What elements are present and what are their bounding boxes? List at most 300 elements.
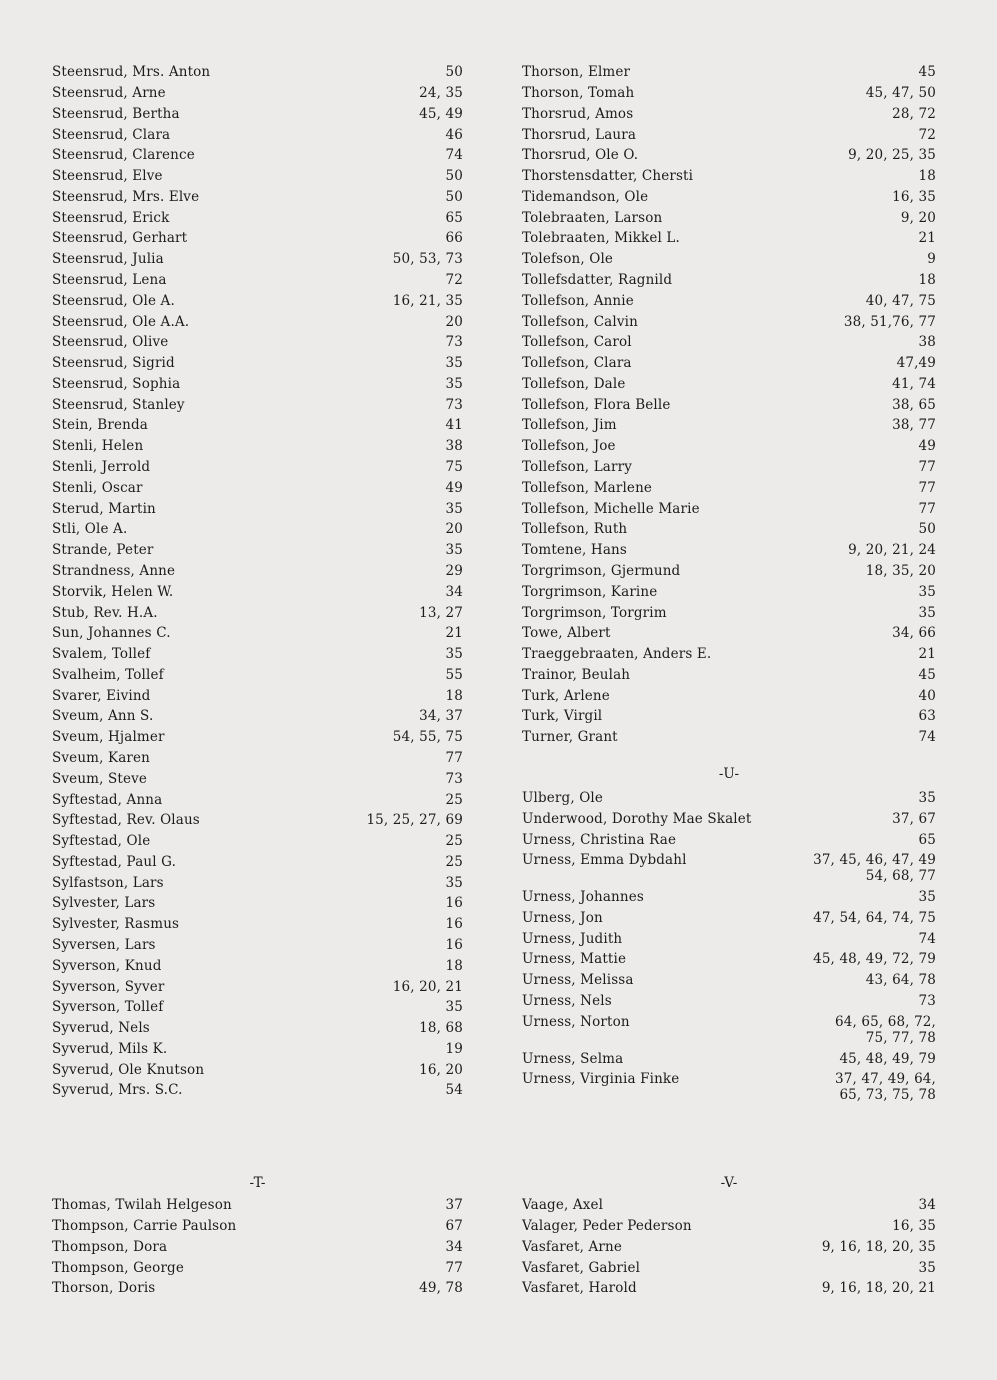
index-entry — [522, 478, 936, 499]
index-entry — [522, 602, 936, 623]
index-entry — [522, 436, 936, 457]
index-entry — [522, 1216, 936, 1237]
entry-name: Steensrud, Sophia — [52, 375, 181, 392]
index-entry — [522, 908, 936, 929]
entry-pages: 38, 51,76, 77 — [843, 313, 936, 330]
entry-name: Sterud, Martin — [52, 500, 156, 517]
entry-name: Thorson, Elmer — [522, 64, 631, 81]
entry-name: Thorsrud, Ole O. — [522, 147, 639, 164]
entry-name: Steensrud, Ole A.A. — [52, 313, 190, 330]
index-entry — [52, 706, 463, 727]
entry-name: Tolefson, Ole — [522, 251, 614, 268]
entry-pages: 25 — [445, 791, 463, 808]
index-entry — [52, 1080, 463, 1101]
entry-name: Sveum, Ann S. — [52, 708, 154, 725]
entry-pages: 16, 20, 21 — [392, 978, 463, 995]
index-entry — [52, 1237, 463, 1258]
entry-pages: 28, 72 — [892, 105, 936, 122]
entry-pages: 9, 16, 18, 20, 35 — [821, 1238, 936, 1255]
index-entry — [522, 457, 936, 478]
entry-name: Thorstensdatter, Chersti — [522, 168, 694, 185]
entry-name: Syversen, Lars — [52, 937, 156, 953]
entry-pages: 9, 16, 18, 20, 21 — [821, 1280, 936, 1297]
entry-pages: 45, 47, 50 — [865, 84, 936, 101]
index-entry — [522, 291, 936, 312]
index-entry — [522, 207, 936, 228]
entry-pages: 34, 37 — [419, 708, 463, 725]
entry-name: Trainor, Beulah — [522, 666, 631, 683]
index-entry — [52, 1060, 463, 1081]
entry-pages: 37, 45, 46, 47, 49 54, 68, 77 — [813, 852, 936, 885]
index-entry — [522, 809, 936, 830]
entry-name: Urness, Selma — [522, 1050, 624, 1067]
entry-pages: 29 — [445, 562, 463, 579]
entry-name: Steensrud, Clara — [52, 126, 171, 143]
section-heading-u: -U- — [718, 765, 740, 782]
entry-pages: 25 — [445, 853, 463, 870]
entry-pages: 77 — [918, 500, 936, 517]
entry-name: Tollefson, Calvin — [522, 313, 638, 330]
entry-pages: 74 — [445, 147, 463, 164]
index-entry — [52, 665, 463, 686]
index-entry — [52, 83, 463, 104]
entry-pages: 73 — [445, 396, 463, 413]
entry-pages: 35 — [918, 604, 936, 621]
index-entry — [52, 249, 463, 270]
index-entry — [52, 187, 463, 208]
index-entry — [522, 561, 936, 582]
section-v-list — [522, 1195, 936, 1299]
entry-name: Syverud, Nels — [52, 1020, 150, 1037]
entry-name: Stein, Brenda — [52, 417, 148, 434]
entry-pages: 63 — [918, 708, 936, 725]
entry-name: Sylfastson, Lars — [52, 874, 164, 891]
entry-name: Steensrud, Lena — [52, 272, 167, 288]
entry-pages: 73 — [918, 993, 936, 1009]
entry-name: Syftestad, Ole — [52, 833, 151, 850]
index-entry — [52, 228, 463, 249]
entry-name: Urness, Judith — [522, 930, 623, 947]
entry-pages: 77 — [445, 1259, 463, 1276]
entry-name: Urness, Nels — [522, 993, 612, 1009]
entry-pages: 45, 48, 49, 72, 79 — [813, 951, 936, 968]
index-entry — [522, 665, 936, 686]
entry-name: Thomas, Twilah Helgeson — [52, 1197, 232, 1214]
entry-name: Sveum, Karen — [52, 749, 151, 766]
entry-name: Urness, Mattie — [522, 951, 627, 968]
entry-pages: 35 — [445, 375, 463, 392]
entry-pages: 47,49 — [896, 355, 936, 372]
index-entry — [522, 228, 936, 249]
entry-pages: 50, 53, 73 — [392, 251, 463, 268]
index-entry — [52, 831, 463, 852]
entry-name: Steensrud, Clarence — [52, 147, 195, 164]
entry-name: Syverson, Syver — [52, 978, 165, 995]
entry-pages: 73 — [445, 334, 463, 351]
entry-name: Steensrud, Mrs. Anton — [52, 64, 211, 81]
entry-pages: 18, 35, 20 — [865, 562, 936, 579]
index-entry — [52, 311, 463, 332]
entry-name: Sylvester, Lars — [52, 895, 156, 912]
entry-pages: 35 — [445, 542, 463, 559]
entry-name: Stub, Rev. H.A. — [52, 604, 158, 621]
entry-name: Torgrimson, Torgrim — [522, 604, 667, 621]
entry-name: Tollefson, Ruth — [522, 521, 628, 538]
entry-pages: 15, 25, 27, 69 — [366, 812, 463, 829]
entry-name: Stenli, Helen — [52, 438, 144, 455]
entry-name: Valager, Peder Pederson — [522, 1217, 692, 1234]
entry-name: Vaage, Axel — [522, 1197, 604, 1214]
index-entry — [52, 644, 463, 665]
entry-pages: 77 — [918, 459, 936, 476]
entry-name: Torgrimson, Karine — [522, 583, 658, 600]
index-entry — [52, 893, 463, 914]
index-entry — [522, 623, 936, 644]
entry-name: Vasfaret, Harold — [522, 1280, 637, 1297]
index-entry — [52, 519, 463, 540]
index-entry — [522, 124, 936, 145]
entry-pages: 54, 55, 75 — [392, 729, 463, 746]
index-entry — [522, 62, 936, 83]
entry-pages: 38 — [445, 438, 463, 455]
index-entry — [52, 457, 463, 478]
entry-pages: 72 — [445, 272, 463, 288]
index-entry — [522, 1278, 936, 1299]
entry-pages: 72 — [918, 126, 936, 143]
entry-name: Svalheim, Tollef — [52, 666, 164, 683]
entry-name: Tollefson, Carol — [522, 334, 632, 351]
index-entry — [52, 685, 463, 706]
entry-pages: 35 — [445, 500, 463, 517]
entry-pages: 66 — [445, 230, 463, 247]
index-entry — [522, 540, 936, 561]
entry-pages: 9, 20, 25, 35 — [848, 147, 936, 164]
entry-name: Steensrud, Ole A. — [52, 292, 175, 309]
index-entry — [522, 145, 936, 166]
entry-pages: 40 — [918, 687, 936, 704]
index-entry — [52, 291, 463, 312]
entry-pages: 37, 67 — [892, 810, 936, 827]
index-entry — [522, 949, 936, 970]
entry-name: Tollefson, Flora Belle — [522, 396, 671, 413]
entry-pages: 18 — [918, 168, 936, 185]
entry-name: Syftestad, Anna — [52, 791, 163, 808]
entry-pages: 18 — [445, 957, 463, 974]
index-entry — [522, 970, 936, 991]
entry-name: Tollefson, Annie — [522, 292, 634, 309]
entry-name: Steensrud, Arne — [52, 84, 166, 101]
entry-name: Tollefson, Joe — [522, 438, 616, 455]
index-entry — [522, 395, 936, 416]
entry-pages: 38 — [918, 334, 936, 351]
entry-name: Urness, Norton — [522, 1013, 630, 1030]
entry-pages: 9, 20 — [900, 209, 936, 226]
index-entry — [52, 332, 463, 353]
index-entry — [52, 207, 463, 228]
entry-name: Towe, Albert — [522, 625, 611, 642]
index-entry — [52, 935, 463, 956]
entry-pages: 18 — [918, 272, 936, 288]
entry-pages: 25 — [445, 833, 463, 850]
entry-pages: 16 — [445, 895, 463, 912]
entry-pages: 20 — [445, 521, 463, 538]
index-entry — [52, 1039, 463, 1060]
entry-pages: 55 — [445, 666, 463, 683]
index-entry — [522, 1237, 936, 1258]
entry-pages: 50 — [445, 188, 463, 205]
index-entry — [522, 187, 936, 208]
entry-name: Torgrimson, Gjermund — [522, 562, 681, 579]
entry-pages: 65 — [445, 209, 463, 226]
entry-pages: 74 — [918, 729, 936, 746]
entry-name: Underwood, Dorothy Mae Skalet — [522, 810, 752, 827]
index-entry — [52, 748, 463, 769]
entry-name: Stli, Ole A. — [52, 521, 128, 538]
entry-name: Sveum, Hjalmer — [52, 729, 165, 746]
entry-name: Tollefsdatter, Ragnild — [522, 272, 673, 288]
entry-name: Syverud, Ole Knutson — [52, 1061, 205, 1078]
entry-pages: 18 — [445, 687, 463, 704]
entry-pages: 35 — [918, 889, 936, 906]
entry-pages: 64, 65, 68, 72, 75, 77, 78 — [834, 1013, 936, 1046]
entry-name: Syftestad, Paul G. — [52, 853, 177, 870]
entry-pages: 38, 65 — [892, 396, 936, 413]
entry-name: Syverson, Tollef — [52, 999, 164, 1016]
entry-name: Turk, Arlene — [522, 687, 610, 704]
index-entry — [522, 519, 936, 540]
entry-name: Ulberg, Ole — [522, 789, 604, 806]
entry-name: Storvik, Helen W. — [52, 583, 174, 600]
entry-name: Strande, Peter — [52, 542, 154, 559]
index-entry — [52, 1216, 463, 1237]
index-entry — [522, 887, 936, 908]
entry-pages: 67 — [445, 1217, 463, 1234]
entry-name: Thompson, Dora — [52, 1238, 168, 1255]
section-t-list — [52, 1195, 463, 1299]
entry-name: Tolebraaten, Mikkel L. — [522, 230, 680, 247]
index-entry — [522, 685, 936, 706]
index-entry — [522, 1257, 936, 1278]
entry-name: Tidemandson, Ole — [522, 188, 649, 205]
entry-name: Urness, Johannes — [522, 889, 644, 906]
entry-pages: 35 — [918, 1259, 936, 1276]
entry-pages: 73 — [445, 770, 463, 787]
entry-name: Traeggebraaten, Anders E. — [522, 646, 712, 663]
entry-pages: 37 — [445, 1197, 463, 1214]
entry-name: Turk, Virgil — [522, 708, 603, 725]
index-entry — [522, 850, 936, 887]
index-entry — [52, 1195, 463, 1216]
entry-pages: 20 — [445, 313, 463, 330]
entry-name: Urness, Jon — [522, 909, 603, 926]
entry-name: Steensrud, Elve — [52, 168, 163, 185]
entry-pages: 50 — [445, 64, 463, 81]
entry-name: Sylvester, Rasmus — [52, 916, 180, 933]
entry-name: Syverud, Mrs. S.C. — [52, 1082, 183, 1099]
entry-name: Thorsrud, Laura — [522, 126, 637, 143]
entry-pages: 37, 47, 49, 64, 65, 73, 75, 78 — [834, 1071, 936, 1104]
entry-pages: 65 — [918, 831, 936, 848]
entry-pages: 18, 68 — [419, 1020, 463, 1037]
index-entry — [522, 829, 936, 850]
index-entry — [52, 914, 463, 935]
entry-name: Tollefson, Clara — [522, 355, 632, 372]
entry-name: Urness, Emma Dybdahl — [522, 852, 687, 869]
left-index-column — [52, 62, 463, 1101]
section-heading-v: -V- — [720, 1175, 738, 1191]
entry-name: Steensrud, Sigrid — [52, 355, 175, 372]
entry-name: Tollefson, Larry — [522, 459, 632, 476]
entry-name: Thompson, George — [52, 1259, 184, 1276]
entry-pages: 34, 66 — [892, 625, 936, 642]
entry-pages: 46 — [445, 126, 463, 143]
entry-name: Stenli, Jerrold — [52, 459, 151, 476]
entry-name: Svarer, Eivind — [52, 687, 151, 704]
section-heading-t: -T- — [249, 1175, 266, 1191]
index-entry — [522, 498, 936, 519]
index-entry — [52, 976, 463, 997]
entry-pages: 24, 35 — [419, 84, 463, 101]
entry-pages: 74 — [918, 930, 936, 947]
entry-pages: 9 — [927, 251, 936, 268]
index-entry — [52, 540, 463, 561]
entry-pages: 77 — [445, 749, 463, 766]
entry-pages: 21 — [918, 230, 936, 247]
entry-pages: 9, 20, 21, 24 — [848, 542, 936, 559]
entry-name: Steensrud, Julia — [52, 251, 164, 268]
index-entry — [52, 1257, 463, 1278]
entry-name: Urness, Christina Rae — [522, 831, 677, 848]
entry-pages: 75 — [445, 459, 463, 476]
entry-pages: 35 — [918, 583, 936, 600]
index-entry — [52, 395, 463, 416]
index-entry — [522, 332, 936, 353]
entry-pages: 49 — [445, 479, 463, 496]
entry-pages: 35 — [445, 874, 463, 891]
entry-name: Syverud, Mils K. — [52, 1040, 168, 1057]
entry-name: Steensrud, Mrs. Elve — [52, 188, 200, 205]
entry-name: Urness, Melissa — [522, 972, 634, 989]
entry-pages: 45 — [918, 666, 936, 683]
entry-name: Urness, Virginia Finke — [522, 1071, 680, 1088]
entry-pages: 16, 35 — [892, 1217, 936, 1234]
index-entry — [522, 644, 936, 665]
index-entry — [52, 872, 463, 893]
entry-pages: 21 — [445, 625, 463, 642]
entry-pages: 16, 20 — [419, 1061, 463, 1078]
entry-pages: 38, 77 — [892, 417, 936, 434]
entry-name: Steensrud, Bertha — [52, 105, 180, 122]
entry-name: Thorson, Doris — [52, 1280, 156, 1297]
index-entry — [52, 478, 463, 499]
index-entry — [522, 1069, 936, 1106]
entry-name: Turner, Grant — [522, 729, 618, 746]
index-entry — [52, 166, 463, 187]
index-entry — [522, 706, 936, 727]
index-entry — [52, 498, 463, 519]
entry-name: Tollefson, Dale — [522, 375, 626, 392]
entry-pages: 40, 47, 75 — [865, 292, 936, 309]
index-entry — [52, 623, 463, 644]
index-entry — [52, 62, 463, 83]
index-entry — [52, 852, 463, 873]
index-entry — [522, 1012, 936, 1049]
index-entry — [522, 1048, 936, 1069]
index-entry — [52, 582, 463, 603]
entry-name: Stenli, Oscar — [52, 479, 143, 496]
entry-name: Thorson, Tomah — [522, 84, 635, 101]
entry-name: Steensrud, Erick — [52, 209, 170, 226]
index-entry — [52, 789, 463, 810]
entry-name: Tollefson, Marlene — [522, 479, 653, 496]
index-entry — [522, 166, 936, 187]
index-entry — [522, 1195, 936, 1216]
entry-name: Svalem, Tollef — [52, 646, 151, 663]
entry-pages: 35 — [445, 646, 463, 663]
index-entry — [522, 788, 936, 809]
entry-pages: 77 — [918, 479, 936, 496]
index-entry — [522, 249, 936, 270]
entry-pages: 16 — [445, 916, 463, 933]
index-entry — [522, 991, 936, 1012]
index-entry — [52, 1018, 463, 1039]
index-entry — [522, 727, 936, 748]
index-entry — [52, 124, 463, 145]
index-entry — [522, 928, 936, 949]
right-index-column — [522, 62, 936, 1106]
entry-pages: 41 — [445, 417, 463, 434]
entry-pages: 35 — [445, 999, 463, 1016]
entry-name: Syverson, Knud — [52, 957, 162, 974]
entry-pages: 16, 35 — [892, 188, 936, 205]
entry-pages: 34 — [445, 1238, 463, 1255]
entry-pages: 34 — [445, 583, 463, 600]
index-entry — [52, 353, 463, 374]
index-entry — [522, 374, 936, 395]
entry-pages: 43, 64, 78 — [865, 972, 936, 989]
entry-name: Tolebraaten, Larson — [522, 209, 663, 226]
index-entry — [52, 810, 463, 831]
entry-name: Sun, Johannes C. — [52, 625, 171, 642]
entry-pages: 45 — [918, 64, 936, 81]
entry-pages: 16 — [445, 937, 463, 953]
index-entry — [52, 145, 463, 166]
entry-name: Vasfaret, Gabriel — [522, 1259, 641, 1276]
entry-name: Vasfaret, Arne — [522, 1238, 622, 1255]
entry-name: Syftestad, Rev. Olaus — [52, 812, 200, 829]
entry-name: Strandness, Anne — [52, 562, 176, 579]
entry-name: Tollefson, Jim — [522, 417, 617, 434]
index-entry — [522, 270, 936, 291]
index-entry — [522, 353, 936, 374]
entry-pages: 13, 27 — [419, 604, 463, 621]
entry-pages: 54 — [445, 1082, 463, 1099]
entry-name: Thompson, Carrie Paulson — [52, 1217, 237, 1234]
entry-name: Tomtene, Hans — [522, 542, 627, 559]
entry-pages: 16, 21, 35 — [392, 292, 463, 309]
entry-pages: 45, 49 — [419, 105, 463, 122]
index-entry — [52, 415, 463, 436]
index-entry — [52, 727, 463, 748]
index-entry — [52, 270, 463, 291]
index-entry — [52, 1278, 463, 1299]
entry-pages: 41, 74 — [892, 375, 936, 392]
entry-name: Thorsrud, Amos — [522, 105, 634, 122]
entry-pages: 50 — [918, 521, 936, 538]
entry-name: Sveum, Steve — [52, 770, 148, 787]
index-entry — [522, 83, 936, 104]
index-entry — [52, 997, 463, 1018]
